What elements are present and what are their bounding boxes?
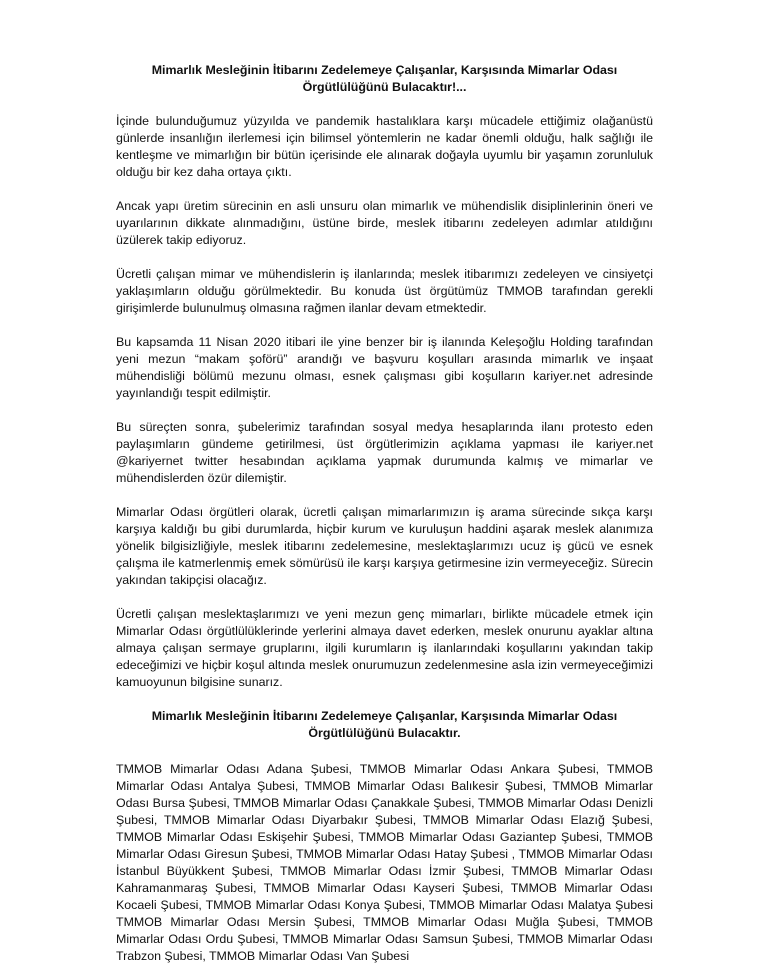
- paragraph-3: Ücretli çalışan mimar ve mühendislerin iş ilanlarında; meslek itibarımızı zedeleyen ve cinsiyetçi yaklaşımların olduğu görülmektedir. Bu konuda üst örgütümüz TMMOB tarafından gerekli girişimlerde bulunulmuş olmasına rağmen ilanlar devam etmektedir.: [116, 267, 653, 315]
- signatory-branches: TMMOB Mimarlar Odası Adana Şubesi, TMMOB Mimarlar Odası Ankara Şubesi, TMMOB Mimarlar Odası Antalya Şubesi, TMMOB Mimarlar Odası Balıkesir Şubesi, TMMOB Mimarlar Odası Bursa Şubesi, TMMOB Mimarlar Odası Çanakkale Şubesi, TMMOB Mimarlar Odası Denizli Şubesi, TMMOB Mimarlar Odası Diyarbakır Şubesi, TMMOB Mimarlar Odası Elazığ Şubesi, TMMOB Mimarlar Odası Eskişehir Şubesi, TMMOB Mimarlar Odası Gaziantep Şubesi, TMMOB Mimarlar Odası Giresun Şubesi, TMMOB Mimarlar Odası Hatay Şubesi , TMMOB Mimarlar Odası İstanbul Büyükkent Şubesi, TMMOB Mimarlar Odası İzmir Şubesi, TMMOB Mimarlar Odası Kahramanmaraş Şubesi, TMMOB Mimarlar Odası Kayseri Şubesi, TMMOB Mimarlar Odası Kocaeli Şubesi, TMMOB Mimarlar Odası Konya Şubesi, TMMOB Mimarlar Odası Malatya Şubesi TMMOB Mimarlar Odası Mersin Şubesi, TMMOB Mimarlar Odası Muğla Şubesi, TMMOB Mimarlar Odası Ordu Şubesi, TMMOB Mimarlar Odası Samsun Şubesi, TMMOB Mimarlar Odası Trabzon Şubesi, TMMOB Mimarlar Odası Van Şubesi: [116, 762, 653, 963]
- title-line-2: Örgütlülüğünü Bulacaktır!...: [302, 80, 467, 94]
- paragraph-4: Bu kapsamda 11 Nisan 2020 itibari ile yine benzer bir iş ilanında Keleşoğlu Holding tarafından yeni mezun “makam şoförü” arandığı ve başvuru koşulları arasında mimarlık ve inşaat mühendisliği bölümü mezunu olması, esnek çalışması gibi koşulların kariyer.net adresinde yayınlandığı tespit edilmiştir.: [116, 335, 653, 400]
- closing-line-2: Örgütlülüğünü Bulacaktır.: [308, 726, 461, 740]
- paragraph-1: İçinde bulunduğumuz yüzyılda ve pandemik hastalıklara karşı mücadele ettiğimiz olağanüstü günlerde insanlığın ilerlemesi için bilimsel yöntemlerin ne kadar önemli olduğu, halk sağlığı ile kentleşme ve mimarlığın bir bütün içerisinde ele alınarak doğayla uyumlu bir yaşamın zorunluluk olduğu bir kez daha ortaya çıktı.: [116, 114, 653, 179]
- title-line-1: Mimarlık Mesleğinin İtibarını Zedelemeye Çalışanlar, Karşısında Mimarlar Odası: [151, 63, 618, 77]
- paragraph-5: Bu süreçten sonra, şubelerimiz tarafından sosyal medya hesaplarında ilanı protesto eden paylaşımların gündeme getirilmesi, üst örgütlerimizin açıklama yapması ile kariyer.net @kariyernet twitter hesabından açıklama yapmak durumunda kalmış ve mimarlar ve mühendislerden özür dilemiştir.: [116, 420, 653, 485]
- paragraph-6: Mimarlar Odası örgütleri olarak, ücretli çalışan mimarlarımızın iş arama sürecinde sıkça karşı karşıya kaldığı bu gibi durumlarda, hiçbir kurum ve kuruluşun haddini aşarak meslek alanımıza yönelik bilgisizliğiyle, meslek itibarını zedelemesine, meslektaşlarımızı ucuz iş gücü ve esnek çalışma ile katmerlenmiş emek sömürüsü ile karşı karşıya getirmesine izin vermeyeceğiz. Sürecin yakından takipçisi olacağız.: [116, 505, 653, 587]
- document-page: [116, 62, 653, 965]
- closing-line-1: Mimarlık Mesleğinin İtibarını Zedelemeye Çalışanlar, Karşısında Mimarlar Odası: [151, 709, 618, 723]
- document-title: [116, 62, 653, 96]
- closing-title: [116, 708, 653, 742]
- paragraph-2: Ancak yapı üretim sürecinin en asli unsuru olan mimarlık ve mühendislik disiplinlerinin öneri ve uyarılarının dikkate alınmadığını, üstüne birde, meslek itibarını zedeleyen adımlar atıldığını üzülerek takip ediyoruz.: [116, 199, 653, 247]
- paragraph-7: Ücretli çalışan meslektaşlarımızı ve yeni mezun genç mimarları, birlikte mücadele etmek için Mimarlar Odası örgütlülüklerinde yerlerini almaya davet ederken, meslek onurunu ayaklar altına almaya çalışan sermaye gruplarını, ilgili kurumların iş ilanlarındaki koşullarını yakından takip edeceğimizi ve hiçbir koşul altında meslek onurumuzun zedelenmesine asla izin vermeyeceğimizi kamuoyunun bilgisine sunarız.: [116, 607, 653, 689]
